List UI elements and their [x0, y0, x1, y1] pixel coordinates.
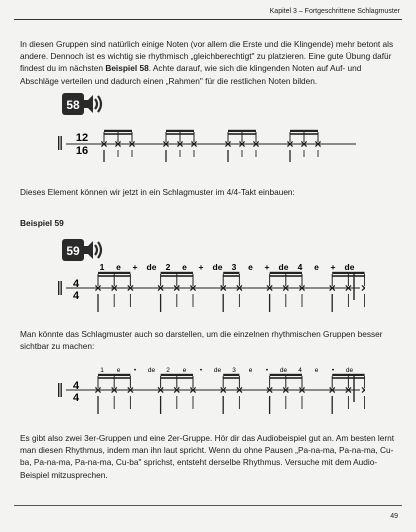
count-label: e — [248, 367, 253, 374]
badge-number: 58 — [66, 98, 80, 112]
note-beam — [223, 374, 239, 376]
note-beam — [166, 133, 194, 135]
example-reference: Beispiel 58 — [105, 63, 149, 74]
count-label: 2 — [166, 367, 170, 374]
note-head — [362, 285, 365, 290]
sound-wave-icon — [95, 245, 97, 255]
note-beam — [223, 275, 239, 277]
note-beam — [161, 275, 193, 277]
chapter-header: Kapitel 3 – Fortgeschrittene Schlagmuster — [269, 8, 400, 15]
note-beam — [161, 272, 193, 274]
note-beam — [332, 374, 364, 376]
note-beam — [270, 275, 302, 277]
time-signature-bottom: 4 — [72, 290, 80, 302]
count-label: 4 — [298, 367, 302, 374]
count-label: • — [133, 367, 137, 374]
note-beam — [161, 374, 193, 376]
footer-rule — [14, 505, 402, 506]
note-beam — [332, 377, 364, 379]
example-59-heading: Beispiel 59 — [20, 218, 64, 228]
note-beam — [270, 374, 302, 376]
count-label: 3 — [231, 262, 237, 272]
time-signature-top: 4 — [72, 380, 80, 392]
note-beam — [166, 130, 194, 132]
count-label: e — [182, 262, 187, 272]
note-beam — [223, 377, 239, 379]
count-label: + — [264, 262, 270, 272]
count-label: 2 — [165, 262, 171, 272]
intro-paragraph: In diesen Gruppen sind natürlich einige Noten (vor allem die Erste und die Klingende) mehr betont als andere. Dennoch ist es wichtig sie rhythmisch „gleichberechtigt" zu platzieren. Eine gute Übung dafür findest du im nächsten Beispiel 58. Achte darauf, wie sich die klingenden Noten auf Auf- und Abschläge verteilen und dadurch einen „Rahmen" für die restlichen Noten bilden. — [20, 39, 394, 86]
note-beam — [228, 130, 256, 132]
time-signature-top: 4 — [72, 278, 80, 290]
count-label: • — [199, 367, 203, 374]
count-label: de — [278, 262, 289, 272]
note-beam — [98, 272, 130, 274]
note-beam — [98, 275, 130, 277]
count-label: de — [345, 367, 354, 374]
note-beam — [332, 272, 364, 274]
staff-clef — [58, 383, 62, 397]
note-beam — [104, 130, 132, 132]
rhythm-staff-59 — [20, 260, 365, 318]
staff-clef — [58, 281, 62, 295]
count-label: e — [314, 262, 319, 272]
count-label: de — [147, 367, 156, 374]
count-label: 1 — [100, 367, 104, 374]
count-label: e — [116, 367, 121, 374]
badge-number: 59 — [66, 244, 80, 258]
count-label: de — [213, 367, 222, 374]
note-beam — [290, 130, 318, 132]
count-label: e — [314, 367, 319, 374]
note-beam — [104, 133, 132, 135]
page-number: 49 — [390, 513, 398, 520]
speaker-icon — [84, 241, 93, 259]
count-label: + — [330, 262, 336, 272]
header-rule — [14, 19, 402, 20]
count-label: e — [182, 367, 187, 374]
count-label: de — [344, 262, 355, 272]
note-beam — [161, 377, 193, 379]
rhythm-staff-alternative — [20, 362, 365, 420]
count-label: e — [116, 262, 121, 272]
speaker-icon — [84, 95, 93, 113]
count-label: + — [198, 262, 204, 272]
closing-paragraph: Es gibt also zwei 3er-Gruppen und eine 2er-Gruppe. Hör dir das Audiobeispiel gut an. Am besten lernt man diesen Rhythmus, indem man ihn laut spricht. Wenn du ohne Pausen „Pa-na-ma, Pa-na-ma, Cu-ba, Pa-na-ma, Pa-na-ma, Cu-ba" sprichst, entsteht derselbe Rhythmus. Versuche mit dem Audio-Beispiel mitzusprechen. — [20, 433, 395, 480]
count-label: • — [265, 367, 269, 374]
count-label: 4 — [297, 262, 303, 272]
note-beam — [270, 377, 302, 379]
count-label: de — [146, 262, 157, 272]
count-label: + — [132, 262, 138, 272]
sound-wave-icon — [98, 242, 101, 258]
note-beam — [98, 377, 130, 379]
sound-wave-icon — [98, 96, 101, 112]
rhythm-staff-58 — [20, 124, 360, 168]
time-signature-top: 12 — [75, 132, 89, 144]
count-label: 1 — [99, 262, 105, 272]
count-label: de — [212, 262, 223, 272]
note-beam — [290, 133, 318, 135]
audio-badge-58[interactable] — [62, 91, 104, 119]
note-beam — [270, 272, 302, 274]
note-beam — [332, 275, 364, 277]
count-label: 3 — [232, 367, 236, 374]
time-signature-bottom: 16 — [75, 145, 89, 157]
note-head — [362, 387, 365, 392]
note-beam — [98, 374, 130, 376]
count-label: e — [248, 262, 253, 272]
count-label: de — [279, 367, 288, 374]
sound-wave-icon — [95, 99, 97, 109]
staff-clef — [58, 136, 62, 150]
note-beam — [228, 133, 256, 135]
note-beam — [223, 272, 239, 274]
time-signature-bottom: 4 — [72, 392, 80, 404]
paragraph-alternative-notation: Man könnte das Schlagmuster auch so darstellen, um die einzelnen rhythmischen Gruppen besser sichtbar zu machen: — [20, 329, 383, 352]
paragraph-intro-example-59: Dieses Element können wir jetzt in ein Schlagmuster im 4/4-Takt einbauen: — [20, 187, 295, 197]
count-label: • — [331, 367, 335, 374]
